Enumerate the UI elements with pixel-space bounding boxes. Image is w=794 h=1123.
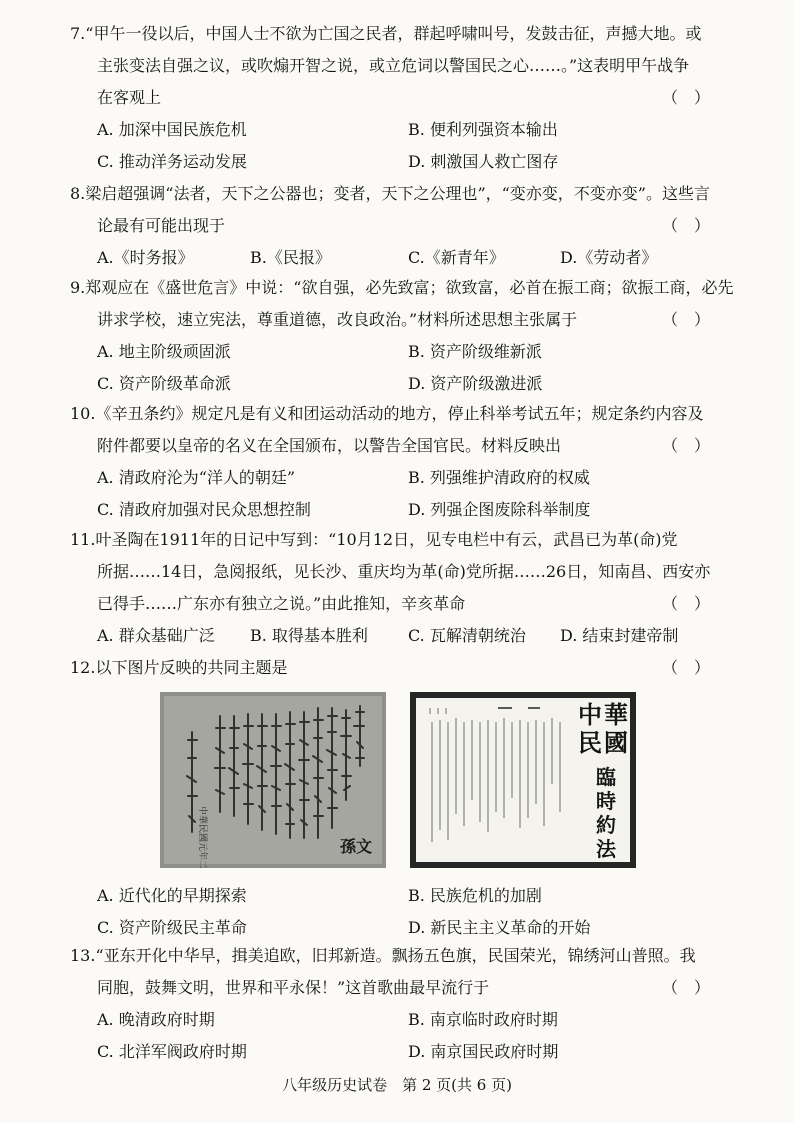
question-8-options-row <box>70 242 710 274</box>
question-13-line-2 <box>70 972 710 1004</box>
question-9-line-2 <box>70 304 710 336</box>
question-8-line-2 <box>70 210 710 242</box>
question-10-options-row-1 <box>70 462 710 494</box>
question-11-line-3 <box>70 588 710 620</box>
proclamation-date-text: 中華民國元年二月 <box>197 805 207 868</box>
option-b[interactable]: B. 资产阶级维新派 <box>408 342 542 361</box>
answer-bracket: （ ） <box>661 436 710 455</box>
option-d[interactable]: D. 结束封建帝制 <box>560 626 679 645</box>
question-8-line-1: 8.梁启超强调“法者，天下之公器也；变者，天下之公理也”，“变亦变，不变亦变”。这些言 <box>70 184 710 203</box>
handwritten-proclamation-image <box>160 692 386 868</box>
option-d[interactable]: D. 资产阶级激进派 <box>408 374 543 393</box>
question-9-options-row-1 <box>70 336 710 368</box>
option-d[interactable]: D. 南京国民政府时期 <box>408 1042 559 1061</box>
answer-bracket: （ ） <box>661 88 710 107</box>
question-10-options-row-2 <box>70 494 710 526</box>
option-c[interactable]: C. 北洋军阀政府时期 <box>97 1042 247 1061</box>
question-9 <box>70 272 734 400</box>
question-9-options-row-2 <box>70 368 710 400</box>
option-c[interactable]: C. 推动洋务运动发展 <box>97 152 247 171</box>
answer-bracket: （ ） <box>661 310 710 329</box>
question-13-options-row-1 <box>70 1004 710 1036</box>
option-b[interactable]: B. 便利列强资本输出 <box>408 120 558 139</box>
answer-bracket: （ ） <box>661 216 710 235</box>
question-7 <box>70 18 710 178</box>
option-a[interactable]: A. 近代化的早期探索 <box>97 886 247 905</box>
question-8 <box>70 178 710 274</box>
question-13 <box>70 940 710 1068</box>
question-7-options-row-2 <box>70 146 710 178</box>
question-10-line-2-text: 附件都要以皇帝的名义在全国颁布，以警告全国官民。材料反映出 <box>97 436 562 455</box>
option-b[interactable]: B. 民族危机的加剧 <box>408 886 542 905</box>
constitution-title-char-6: 時 <box>596 789 616 813</box>
constitution-title-char-2: 華 <box>604 700 628 729</box>
handwritten-proclamation-drawing <box>160 692 386 868</box>
question-11-line-1: 11.叶圣陶在1911年的日记中写到：“10月12日，见专电栏中有云，武昌已为革(命)党 <box>70 530 678 549</box>
question-13-line-2-text: 同胞，鼓舞文明，世界和平永保！”这首歌曲最早流行于 <box>97 978 490 997</box>
constitution-title-char-1: 中 <box>578 700 602 729</box>
question-8-line-2-text: 论最有可能出现于 <box>97 216 226 235</box>
question-12-options <box>70 880 710 944</box>
question-11-line-2: 所据……14日，急阅报纸，见长沙、重庆均为革(命)党所据……26日，知南昌、西安亦 <box>97 562 711 581</box>
question-7-line-3 <box>70 82 710 114</box>
answer-bracket: （ ） <box>661 594 710 613</box>
question-7-line-1: 7.“甲午一役以后，中国人士不欲为亡国之民者，群起呼啸叫号，发鼓击征，声撼大地。或 <box>70 24 702 43</box>
option-d[interactable]: D. 刺激国人救亡图存 <box>408 152 559 171</box>
option-b[interactable]: B. 取得基本胜利 <box>250 626 368 645</box>
question-11-options-row <box>70 620 710 652</box>
answer-bracket: （ ） <box>661 658 710 677</box>
option-c[interactable]: C. 瓦解清朝统治 <box>408 626 526 645</box>
question-12-line-1-text: 12.以下图片反映的共同主题是 <box>70 658 288 677</box>
option-a[interactable]: A. 清政府沦为“洋人的朝廷” <box>97 468 296 487</box>
option-a[interactable]: A. 加深中国民族危机 <box>97 120 247 139</box>
constitution-title-char-7: 約 <box>596 813 616 837</box>
question-13-options-row-2 <box>70 1036 710 1068</box>
page-footer: 八年级历史试卷 第 2 页(共 6 页) <box>282 1076 512 1094</box>
question-12-line-1 <box>70 652 710 684</box>
question-12-options-row-1 <box>70 880 710 912</box>
question-7-line-3-text: 在客观上 <box>97 88 162 107</box>
option-a[interactable]: A. 晚清政府时期 <box>97 1010 215 1029</box>
constitution-title-char-8: 法 <box>596 837 616 861</box>
signature-text: 孫文 <box>339 837 373 856</box>
answer-bracket: （ ） <box>661 978 710 997</box>
question-13-line-1: 13.“亚东开化中华早，揖美追欧，旧邦新造。飘扬五色旗，民国荣光，锦绣河山普照。我 <box>70 946 696 965</box>
question-9-line-2-text: 讲求学校，速立宪法，尊重道德，改良政治。”材料所述思想主张属于 <box>97 310 578 329</box>
option-a[interactable]: A. 地主阶级顽固派 <box>97 342 231 361</box>
question-10 <box>70 398 710 526</box>
question-12 <box>70 652 710 684</box>
question-11 <box>70 524 710 652</box>
option-a[interactable]: A. 群众基础广泛 <box>97 626 215 645</box>
option-d[interactable]: D. 新民主主义革命的开始 <box>408 918 591 937</box>
question-9-line-1: 9.郑观应在《盛世危言》中说：“欲自强，必先致富；欲致富，必首在振工商；欲振工商，必先 <box>70 278 734 297</box>
constitution-title-char-4: 國 <box>604 728 628 757</box>
question-11-line-3-text: 已得手……广东亦有独立之说。”由此推知，辛亥革命 <box>97 594 466 613</box>
provisional-constitution-image <box>410 692 636 868</box>
option-b[interactable]: B. 南京临时政府时期 <box>408 1010 558 1029</box>
option-d[interactable]: D. 列强企图废除科举制度 <box>408 500 591 519</box>
option-c[interactable]: C. 资产阶级革命派 <box>97 374 231 393</box>
question-10-line-1: 10.《辛丑条约》规定凡是有义和团运动活动的地方，停止科举考试五年；规定条约内容及 <box>70 404 704 423</box>
option-c[interactable]: C. 清政府加强对民众思想控制 <box>97 500 311 519</box>
option-b[interactable]: B. 列强维护清政府的权威 <box>408 468 590 487</box>
constitution-title-char-5: 臨 <box>596 765 616 789</box>
question-7-line-2: 主张变法自强之议，或吹煽开智之说，或立危词以警国民之心……。”这表明甲午战争 <box>97 56 690 75</box>
option-a[interactable]: A.《时务报》 <box>97 248 194 267</box>
option-c[interactable]: C.《新青年》 <box>408 248 505 267</box>
constitution-title-char-3: 民 <box>578 728 602 757</box>
option-c[interactable]: C. 资产阶级民主革命 <box>97 918 247 937</box>
question-7-options-row-1 <box>70 114 710 146</box>
option-b[interactable]: B.《民报》 <box>250 248 331 267</box>
question-10-line-2 <box>70 430 710 462</box>
option-d[interactable]: D.《劳动者》 <box>560 248 658 267</box>
